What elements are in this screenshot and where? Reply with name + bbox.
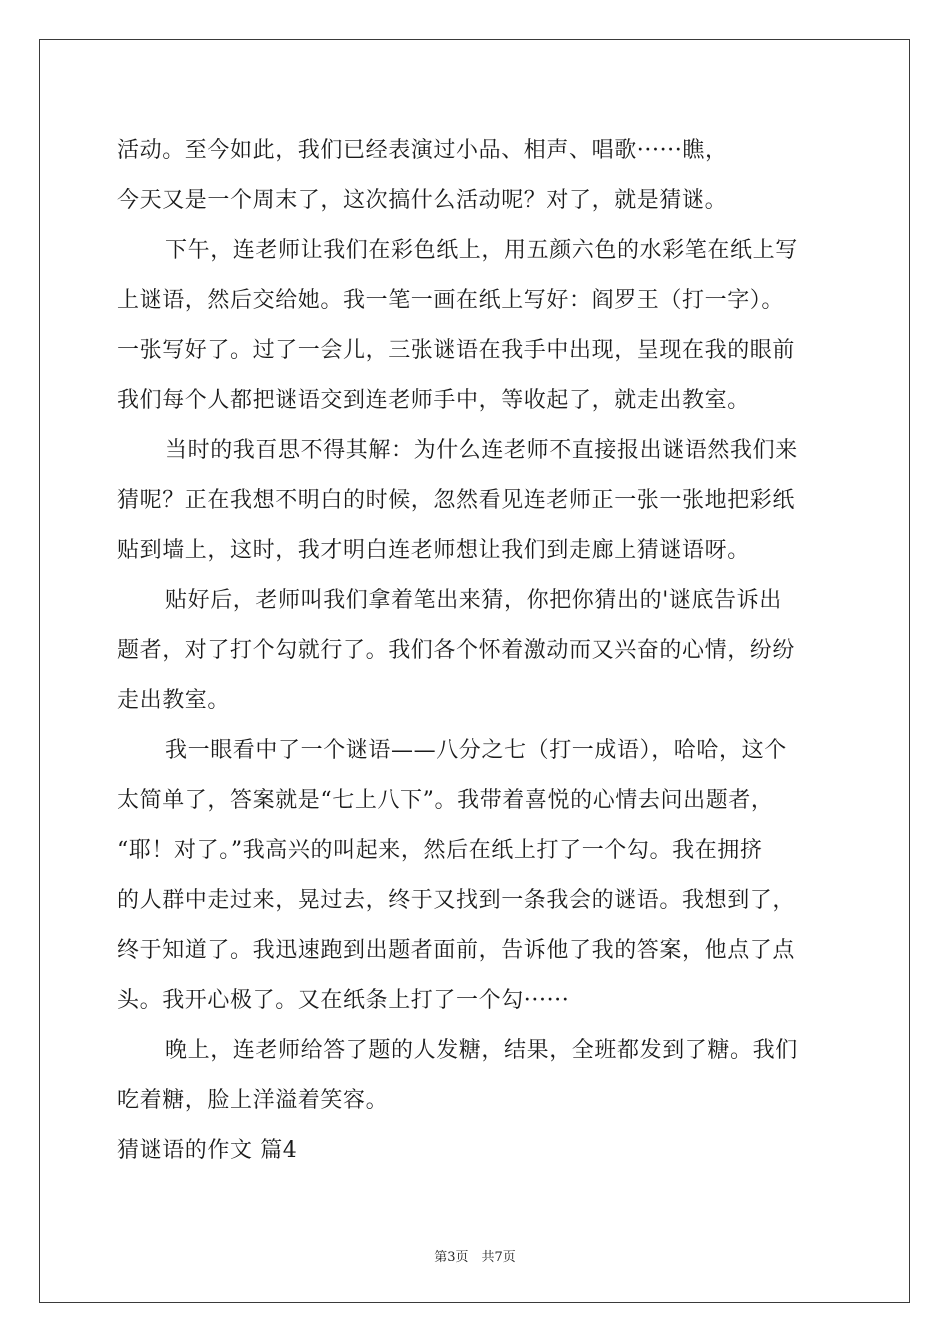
document-body <box>117 126 862 1176</box>
paragraph-start-line: 贴好后，老师叫我们拿着笔出来猜，你把你猜出的'谜底告诉出 <box>165 588 782 613</box>
text-line: “耶！对了。”我高兴的叫起来，然后在纸上打了一个勾。我在拥挤 <box>117 838 763 863</box>
text-line: 一张写好了。过了一会儿，三张谜语在我手中出现，呈现在我的眼前 <box>117 338 796 363</box>
paragraph-start-line: 我一眼看中了一个谜语——八分之七（打一成语），哈哈，这个 <box>165 738 787 763</box>
text-line: 题者，对了打个勾就行了。我们各个怀着激动而又兴奋的心情，纷纷 <box>117 638 796 663</box>
text-line: 活动。至今如此，我们已经表演过小品、相声、唱歌······瞧， <box>117 138 728 163</box>
paragraph-start-line: 下午，连老师让我们在彩色纸上，用五颜六色的水彩笔在纸上写 <box>165 238 798 263</box>
text-line: 头。我开心极了。又在纸条上打了一个勾······ <box>117 988 570 1013</box>
page-number: 第3页 共7页 <box>434 1250 516 1265</box>
text-line: 终于知道了。我迅速跑到出题者面前，告诉他了我的答案，他点了点 <box>117 938 796 963</box>
paragraph-start-line: 当时的我百思不得其解：为什么连老师不直接报出谜语然我们来 <box>165 438 798 463</box>
text-line: 的人群中走过来，晃过去，终于又找到一条我会的谜语。我想到了， <box>117 888 796 913</box>
text-line: 我们每个人都把谜语交到连老师手中，等收起了，就走出教室。 <box>117 388 750 413</box>
text-line: 上谜语，然后交给她。我一笔一画在纸上写好：阎罗王（打一字）。 <box>117 288 785 313</box>
section-heading: 猜谜语的作文 篇4 <box>117 1138 298 1163</box>
text-line: 今天又是一个周末了，这次搞什么活动呢？对了，就是猜谜。 <box>117 188 728 213</box>
text-line: 走出教室。 <box>117 688 231 713</box>
text-line: 太简单了，答案就是“七上八下”。我带着喜悦的心情去问出题者， <box>117 788 774 813</box>
text-line: 吃着糖，脸上洋溢着笑容。 <box>117 1088 389 1113</box>
paragraph-start-line: 晚上，连老师给答了题的人发糖，结果，全班都发到了糖。我们 <box>165 1038 798 1063</box>
text-line: 猜呢？正在我想不明白的时候，忽然看见连老师正一张一张地把彩纸 <box>117 488 796 513</box>
text-line: 贴到墙上，这时，我才明白连老师想让我们到走廊上猜谜语呀。 <box>117 538 750 563</box>
